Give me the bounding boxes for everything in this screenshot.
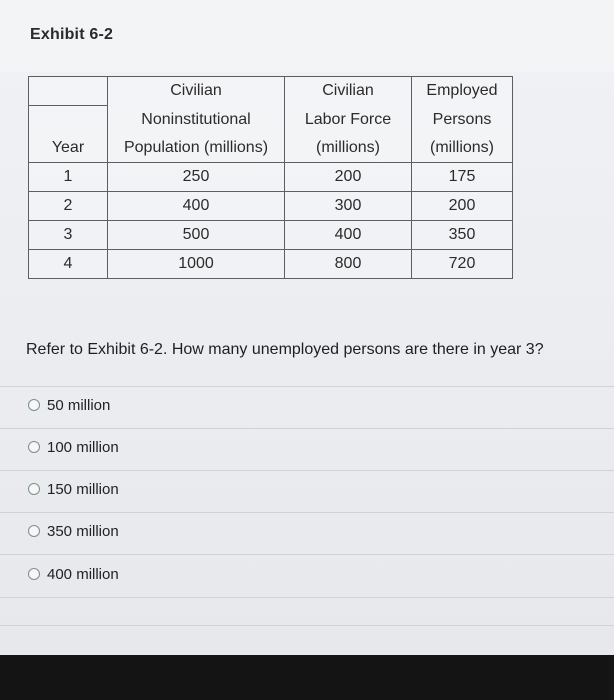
- bottom-bar: [0, 655, 614, 700]
- header-population-line1: Civilian: [108, 77, 285, 106]
- cell-labor-force: 800: [285, 250, 412, 279]
- radio-button[interactable]: [28, 568, 40, 580]
- header-year-line1: [29, 77, 108, 106]
- option-divider: [0, 512, 614, 513]
- table-row: [29, 163, 513, 192]
- cell-labor-force: 200: [285, 163, 412, 192]
- cell-population: 500: [108, 221, 285, 250]
- option-divider: [0, 597, 614, 598]
- exhibit-table: [28, 76, 513, 279]
- question-text: Refer to Exhibit 6-2. How many unemployed persons are there in year 3?: [26, 341, 544, 358]
- radio-button[interactable]: [28, 399, 40, 411]
- table-header-row: [29, 106, 513, 135]
- header-labor-force-line1: Civilian: [285, 77, 412, 106]
- option-label: 350 million: [47, 522, 119, 540]
- option-label: 100 million: [47, 438, 119, 456]
- radio-button[interactable]: [28, 483, 40, 495]
- cell-year: 4: [29, 250, 108, 279]
- cell-population: 250: [108, 163, 285, 192]
- radio-button[interactable]: [28, 525, 40, 537]
- cell-employed: 720: [412, 250, 513, 279]
- header-population-line3: Population (millions): [108, 134, 285, 163]
- header-employed-line2: Persons: [412, 106, 513, 135]
- header-labor-force-line3: (millions): [285, 134, 412, 163]
- option-divider: [0, 470, 614, 471]
- header-year-line3: Year: [29, 134, 108, 163]
- cell-labor-force: 400: [285, 221, 412, 250]
- answer-option-4[interactable]: [28, 521, 119, 541]
- option-divider: [0, 625, 614, 626]
- option-label: 400 million: [47, 565, 119, 583]
- exhibit-title: Exhibit 6-2: [30, 26, 114, 43]
- answer-option-5[interactable]: [28, 564, 119, 584]
- cell-year: 3: [29, 221, 108, 250]
- radio-button[interactable]: [28, 441, 40, 453]
- cell-labor-force: 300: [285, 192, 412, 221]
- cell-year: 1: [29, 163, 108, 192]
- option-divider: [0, 554, 614, 555]
- answer-option-2[interactable]: [28, 437, 119, 457]
- cell-population: 1000: [108, 250, 285, 279]
- cell-year: 2: [29, 192, 108, 221]
- table-row: [29, 250, 513, 279]
- header-population-line2: Noninstitutional: [108, 106, 285, 135]
- table-row: [29, 221, 513, 250]
- cell-employed: 350: [412, 221, 513, 250]
- cell-population: 400: [108, 192, 285, 221]
- option-divider: [0, 386, 614, 387]
- option-divider: [0, 428, 614, 429]
- header-labor-force-line2: Labor Force: [285, 106, 412, 135]
- header-year-line2: [29, 106, 108, 135]
- option-label: 150 million: [47, 480, 119, 498]
- header-employed-line1: Employed: [412, 77, 513, 106]
- header-employed-line3: (millions): [412, 134, 513, 163]
- table-row: [29, 192, 513, 221]
- option-label: 50 million: [47, 396, 111, 414]
- answer-option-1[interactable]: [28, 395, 110, 415]
- table-header-row: [29, 77, 513, 106]
- answer-option-3[interactable]: [28, 479, 119, 499]
- cell-employed: 175: [412, 163, 513, 192]
- table-header-row: [29, 134, 513, 163]
- cell-employed: 200: [412, 192, 513, 221]
